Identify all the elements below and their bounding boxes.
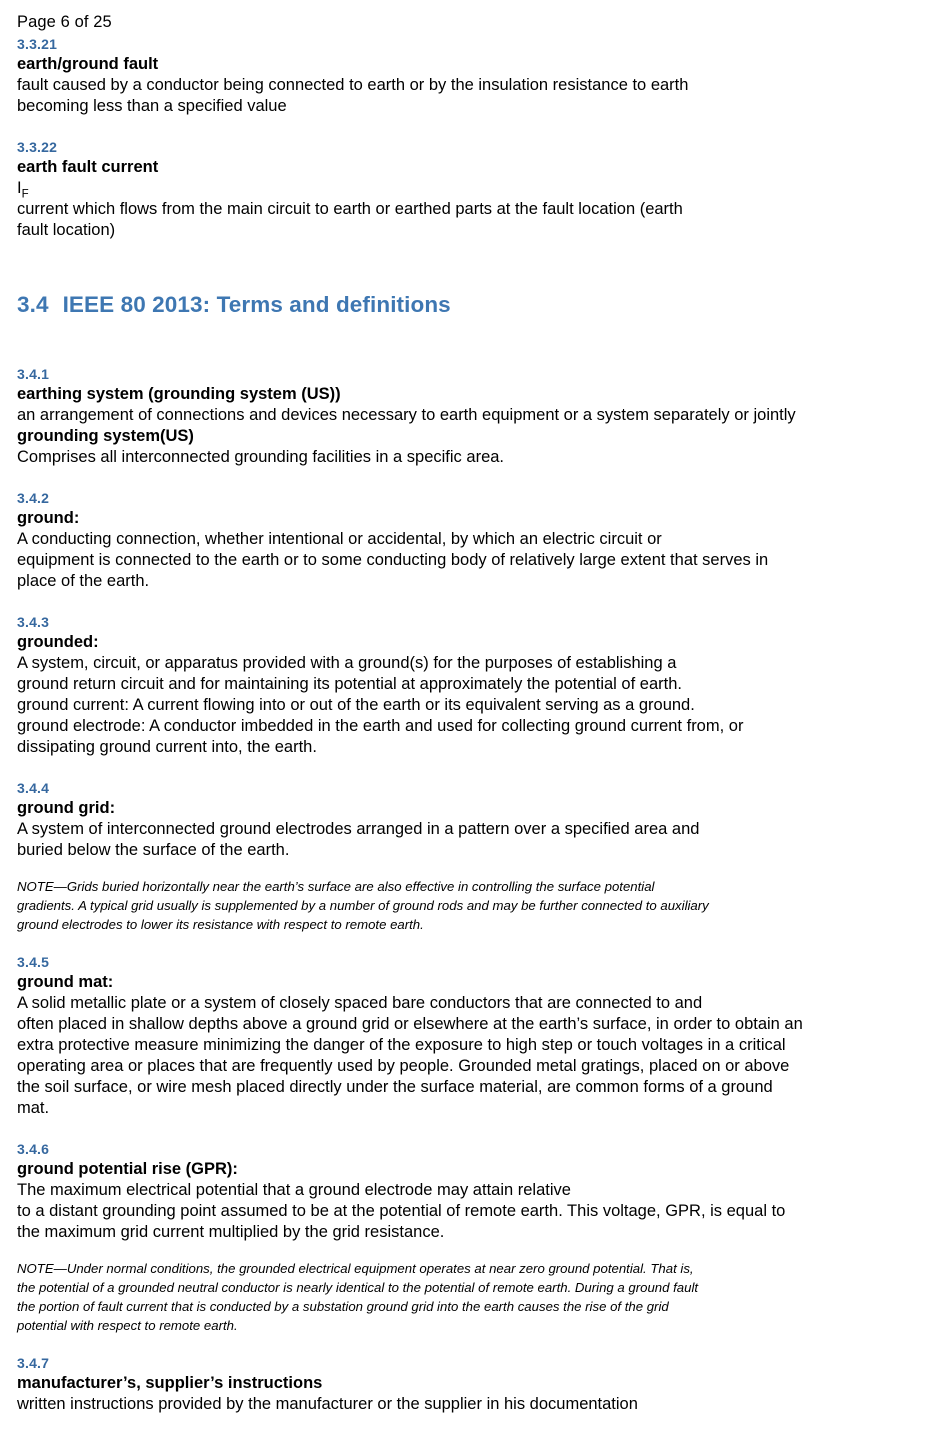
definition-line: A system of interconnected ground electrodes arranged in a pattern over a specified area and (17, 820, 700, 838)
definition-line: an arrangement of connections and devices necessary to earth equipment or a system separately or jointly (17, 406, 796, 424)
definition-entry-3-3-21 (17, 34, 907, 117)
definition-line: Comprises all interconnected grounding facilities in a specific area. (17, 448, 504, 466)
definition-line: fault caused by a conductor being connected to earth or by the insulation resistance to earth (17, 76, 689, 94)
definition-entry-3-4-4 (17, 778, 907, 934)
definition-line: the maximum grid current multiplied by the grid resistance. (17, 1223, 445, 1241)
definition-entry-3-3-22 (17, 137, 907, 241)
term-label: earth fault current (17, 158, 159, 176)
spacer (17, 1119, 907, 1139)
definition-line: extra protective measure minimizing the danger of the exposure to high step or touch voltages in a critical (17, 1036, 786, 1054)
definition-line: ground current: A current flowing into or out of the earth or its equivalent serving as a ground. (17, 696, 695, 714)
definition-entry-3-4-1 (17, 364, 907, 468)
note-line: the portion of fault current that is conducted by a substation ground grid into the earth causes the rise of the grid (17, 1299, 669, 1314)
spacer (17, 468, 907, 488)
definition-line: place of the earth. (17, 572, 150, 590)
definition-entry-3-4-2 (17, 488, 907, 592)
spacer (17, 758, 907, 778)
note-line: gradients. A typical grid usually is supplemented by a number of ground rods and may be further connected to auxiliary (17, 898, 709, 913)
symbol-base: I (17, 179, 22, 197)
definition-line: current which flows from the main circuit to earth or earthed parts at the fault location (earth (17, 200, 683, 218)
clause-number: 3.4.5 (17, 954, 50, 970)
spacer (17, 934, 907, 952)
term-label: earthing system (grounding system (US)) (17, 385, 341, 403)
section-heading-title: IEEE 80 2013: Terms and definitions (62, 292, 451, 317)
term-label: ground mat: (17, 973, 114, 991)
clause-number: 3.4.3 (17, 614, 50, 630)
spacer (17, 1335, 907, 1353)
definition-line: often placed in shallow depths above a ground grid or elsewhere at the earth’s surface, in order to obtain an (17, 1015, 803, 1033)
spacer (17, 319, 907, 364)
term-label: grounded: (17, 633, 99, 651)
spacer (17, 1243, 907, 1259)
definition-line: The maximum electrical potential that a ground electrode may attain relative (17, 1181, 571, 1199)
definition-line: ground return circuit and for maintaining its potential at approximately the potential of earth. (17, 675, 682, 693)
definition-entry-3-4-3 (17, 612, 907, 758)
note-line: potential with respect to remote earth. (17, 1318, 238, 1333)
clause-number: 3.4.6 (17, 1141, 50, 1157)
symbol-subscript: F (21, 188, 29, 201)
definition-line: to a distant grounding point assumed to be at the potential of remote earth. This voltage, GPR, is equal to (17, 1202, 786, 1220)
term-label-secondary: grounding system(US) (17, 427, 194, 445)
definition-entry-3-4-7 (17, 1353, 907, 1415)
definition-line: dissipating ground current into, the earth. (17, 738, 317, 756)
definition-line: ground electrode: A conductor imbedded in the earth and used for collecting ground current from, or (17, 717, 744, 735)
definition-line: equipment is connected to the earth or to some conducting body of relatively large extent that serves in (17, 551, 769, 569)
section-heading (17, 291, 907, 319)
definition-entry-3-4-6 (17, 1139, 907, 1335)
term-label: earth/ground fault (17, 55, 159, 73)
definition-line: fault location) (17, 221, 116, 239)
definition-line: A solid metallic plate or a system of closely spaced bare conductors that are connected to and (17, 994, 703, 1012)
definition-line: mat. (17, 1099, 50, 1117)
definition-line: becoming less than a specified value (17, 97, 287, 115)
note-line: NOTE—Grids buried horizontally near the earth’s surface are also effective in controlling the surface potential (17, 879, 655, 894)
definition-line: A system, circuit, or apparatus provided with a ground(s) for the purposes of establishing a (17, 654, 677, 672)
page-number-header: Page 6 of 25 (17, 13, 112, 31)
note-line: ground electrodes to lower its resistance with respect to remote earth. (17, 917, 424, 932)
spacer (17, 592, 907, 612)
note-line: NOTE—Under normal conditions, the grounded electrical equipment operates at near zero ground potential. That is, (17, 1261, 694, 1276)
term-label: ground: (17, 509, 80, 527)
clause-number: 3.3.22 (17, 139, 58, 155)
spacer (17, 861, 907, 877)
clause-number: 3.4.4 (17, 780, 50, 796)
definition-entry-3-4-5 (17, 952, 907, 1119)
definition-line: written instructions provided by the manufacturer or the supplier in his documentation (17, 1395, 638, 1413)
term-label: manufacturer’s, supplier’s instructions (17, 1374, 323, 1392)
section-heading-number: 3.4 (17, 292, 49, 317)
spacer (17, 241, 907, 291)
definition-line: buried below the surface of the earth. (17, 841, 290, 859)
term-label: ground potential rise (GPR): (17, 1160, 238, 1178)
clause-number: 3.4.7 (17, 1355, 50, 1371)
note-line: the potential of a grounded neutral conductor is nearly identical to the potential of remote earth. During a ground fault (17, 1280, 699, 1295)
definition-line: A conducting connection, whether intentional or accidental, by which an electric circuit or (17, 530, 662, 548)
definition-line: the soil surface, or wire mesh placed directly under the surface material, are common forms of a ground (17, 1078, 773, 1096)
clause-number: 3.4.1 (17, 366, 50, 382)
clause-number: 3.4.2 (17, 490, 50, 506)
definition-line: operating area or places that are frequently used by people. Grounded metal gratings, placed on or above (17, 1057, 790, 1075)
spacer (17, 117, 907, 137)
term-label: ground grid: (17, 799, 116, 817)
symbol-notation (17, 178, 907, 199)
clause-number: 3.3.21 (17, 36, 58, 52)
